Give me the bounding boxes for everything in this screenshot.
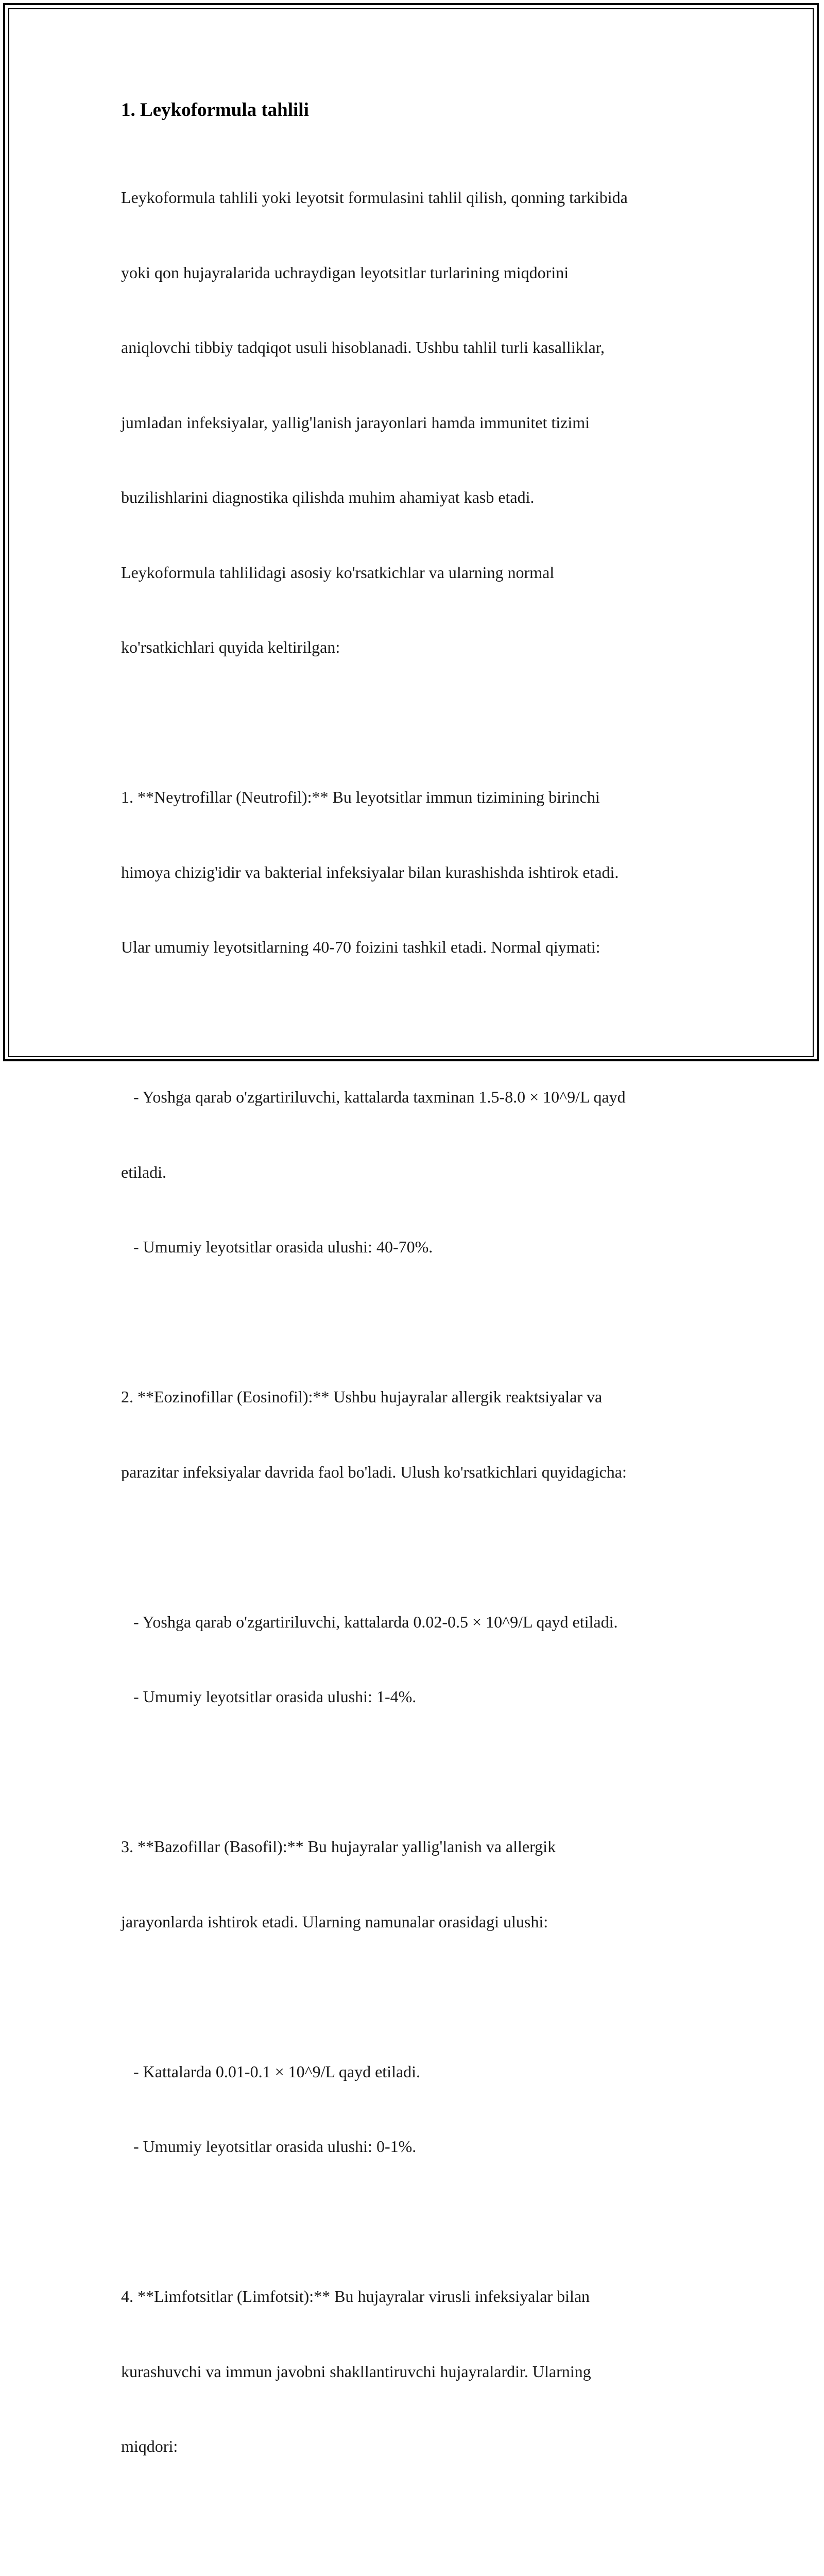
item-line: 4. **Limfotsitlar (Limfotsit):** Bu hujayralar virusli infeksiyalar bilan (121, 2287, 590, 2306)
spacer (121, 2209, 713, 2234)
list-item-neutrophils (121, 735, 713, 1310)
item-bullet: - Umumiy leyotsitlar orasida ulushi: 0-1%. (121, 2137, 417, 2156)
list-item-lymphocytes (121, 2234, 713, 2576)
item-bullet: - Yoshga qarab o'zgartiriluvchi, kattalarda taxminan 1.5-8.0 × 10^9/L qayd (121, 1088, 626, 1106)
intro-line: Leykoformula tahlilidagi asosiy ko'rsatkichlar va ularning normal (121, 563, 555, 582)
list-item-eosinophils (121, 1334, 713, 1759)
item-line: 1. **Neytrofillar (Neutrofil):** Bu leyotsitlar immun tizimining birinchi (121, 788, 600, 806)
intro-line: ko'rsatkichlari quyida keltirilgan: (121, 638, 340, 656)
item-line: himoya chizig'idir va bakterial infeksiyalar bilan kurashishda ishtirok etadi. (121, 862, 619, 882)
intro-line: buzilishlarini diagnostika qilishda muhim ahamiyat kasb etadi. (121, 488, 535, 506)
document-body (121, 98, 713, 2576)
intro-line: Leykoformula tahlili yoki leyotsit formulasini tahlil qilish, qonning tarkibida (121, 188, 628, 207)
spacer (121, 1759, 713, 1785)
spacer (121, 2509, 713, 2534)
spacer (121, 1984, 713, 2009)
item-line: jarayonlarda ishtirok etadi. Ularning namunalar orasidagi ulushi: (121, 1912, 548, 1931)
intro-line: aniqlovchi tibbiy tadqiqot usuli hisoblanadi. Ushbu tahlil turli kasalliklar, (121, 338, 605, 357)
item-bullet: - Kattalarda 0.01-0.1 × 10^9/L qayd etiladi. (121, 2062, 421, 2081)
item-bullet: - Yoshga qarab o'zgartiriluvchi, kattalarda 0.02-0.5 × 10^9/L qayd etiladi. (121, 1612, 618, 1631)
item-line: 3. **Bazofillar (Basofil):** Bu hujayralar yallig'lanish va allergik (121, 1837, 556, 1856)
item-line: 2. **Eozinofillar (Eosinofil):** Ushbu hujayralar allergik reaktsiyalar va (121, 1387, 603, 1406)
item-bullet: - Umumiy leyotsitlar orasida ulushi: 1-4%. (121, 1687, 417, 1706)
list-item-basophils (121, 1784, 713, 2209)
spacer (121, 1010, 713, 1035)
item-line: kurashuvchi va immun javobni shakllantiruvchi hujayralardir. Ularning (121, 2362, 591, 2381)
intro-line: jumladan infeksiyalar, yallig'lanish jarayonlari hamda immunitet tizimi (121, 413, 590, 432)
item-line: parazitar infeksiyalar davrida faol bo'ladi. Ulush ko'rsatkichlari quyidagicha: (121, 1462, 627, 1481)
item-bullet: - Umumiy leyotsitlar orasida ulushi: 40-70%. (121, 1238, 433, 1256)
item-line: Ular umumiy leyotsitlarning 40-70 foizini tashkil etadi. Normal qiymati: (121, 938, 600, 956)
item-line: miqdori: (121, 2437, 178, 2455)
item-bullet: etiladi. (121, 1162, 166, 1181)
section-heading: 1. Leykoformula tahlili (121, 99, 309, 121)
spacer (121, 710, 713, 735)
intro-line: yoki qon hujayralarida uchraydigan leyotsitlar turlarining miqdorini (121, 263, 569, 282)
spacer (121, 1534, 713, 1560)
spacer (121, 1310, 713, 1335)
intro-paragraph (121, 135, 713, 710)
